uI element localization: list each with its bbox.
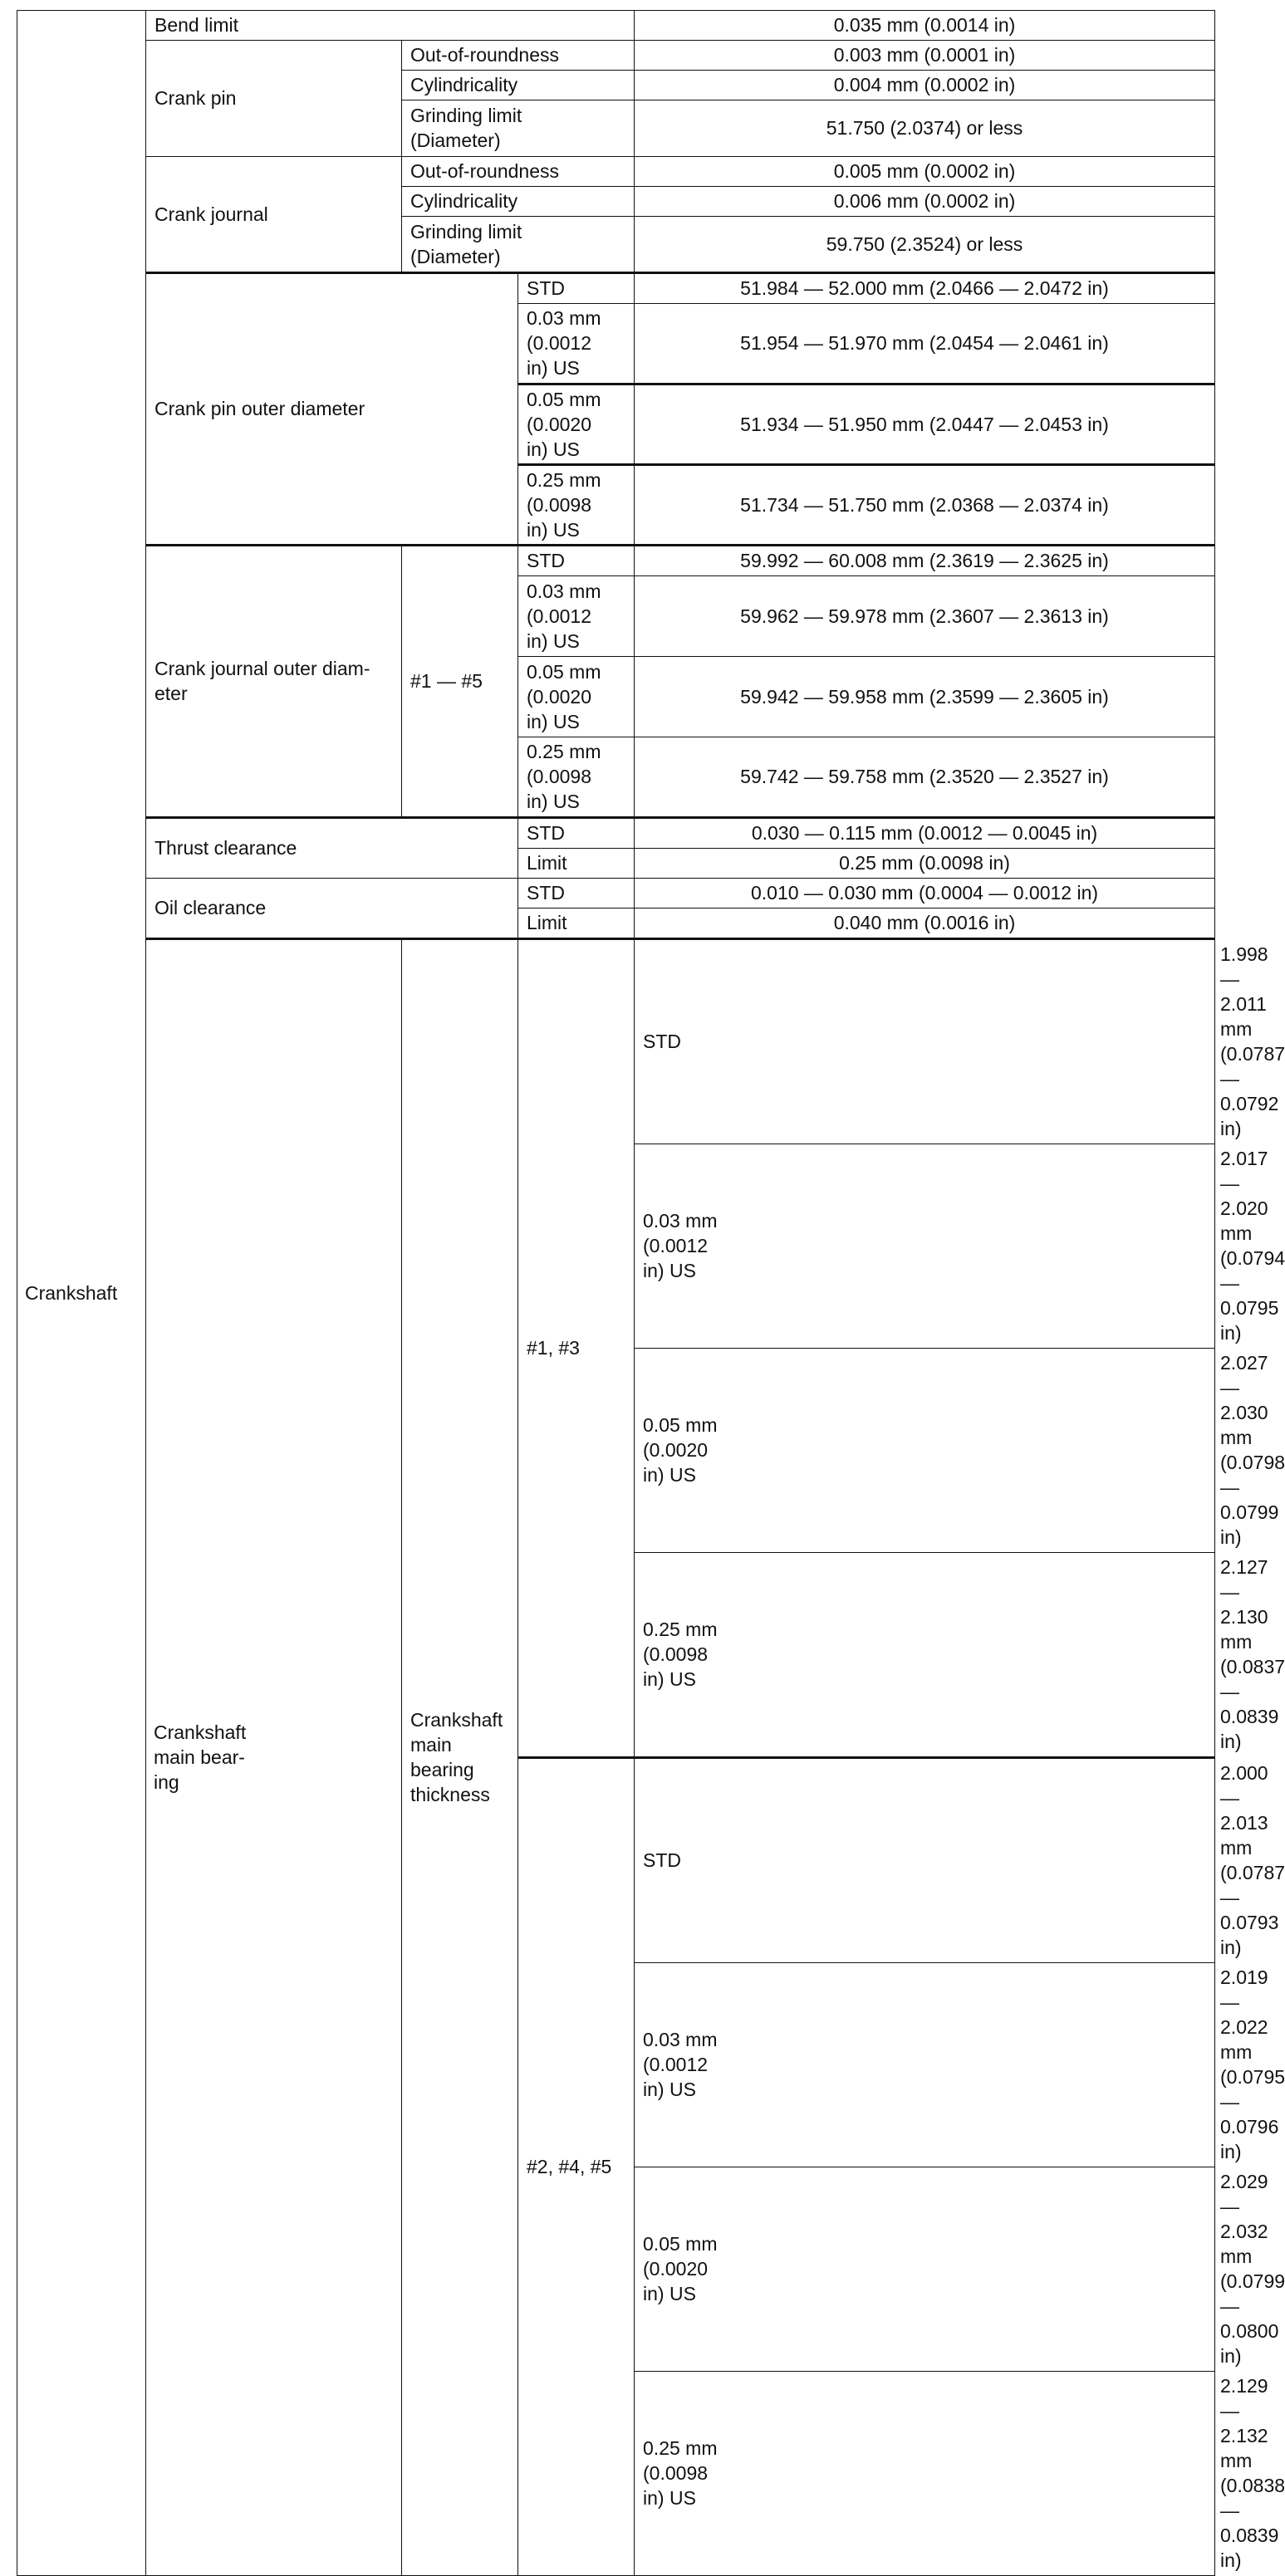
grade-label: STD bbox=[635, 1758, 1215, 1963]
crank-pin-out-of-roundness-value: 0.003 mm (0.0001 in) bbox=[635, 41, 1215, 71]
crank-pin-cylindricality-label: Cylindricality bbox=[402, 71, 635, 100]
crank-journal-grinding-limit-label: Grinding limit (Diameter) bbox=[402, 217, 635, 273]
spec-value: 51.934 — 51.950 mm (2.0447 — 2.0453 in) bbox=[635, 384, 1215, 465]
crankshaft-spec-table: Crankshaft Bend limit 0.035 mm (0.0014 in) Crank pin Out-of-roundness 0.003 mm (0.0001 in) Cylindricality 0.004 mm (0.0002 in) Grinding limit (Diameter) 51.750 (2.0374) or less Crank journal Out-of-roundness 0.005 mm (0.0002 in) Cylindricality 0.006 mm (0.0002 in) Grinding limit (Diameter) 59.750 (2.3524) or less Crank pin outer diameter STD 51.984 — 52.000 mm (2.0466 — 2.0472 in) 0.03 mm (0.0012 in) US 51.954 — 51.970 mm (2.0454 — 2.0461 in) 0.05 mm (0.0020 in) US 51.934 — 51.950 mm (2.0447 — 2.0453 in) 0.25 mm (0.0098 in) US 51.734 — 51.750 mm (2.0368 — 2.0374 in) Crank journal outer diam- eter #1 — #5 STD 59.992 — 60.008 mm (2.3619 — 2.3625 in) 0.03 mm (0.0012 in) US 59.962 — 59.978 mm (2.3607 — 2.3613 in) 0.05 mm (0.0020 in) US 59.942 — 59.958 mm (2.3599 — 2.3605 in) 0.25 mm (0.0098 in) US 59.742 — 59.758 mm (2.3520 — 2.3527 in) Thrust clearance STD 0.030 — 0.115 mm (0.0012 — 0.0045 in) Limit 0.25 mm (0.0098 in) Oil clearance STD 0.010 — 0.030 mm (0.0004 — 0.0012 in) Limit 0.040 mm (0.0016 in) Crankshaft main bear- ing Crankshaft main bearing thickness #1, #3 STD 1.998 — 2.011 mm (0.0787 — 0.0792 in) 0.03 mm (0.0012 in) US 2.017 — 2.020 mm (0.0794 — 0.0795 in) 0.05 mm (0.0020 in) US 2.027 — 2.030 mm (0.0798 — 0.0799 in) 0.25 mm (0.0098 in) US 2.127 — 2.130 mm (0.0837 — 0.0839 in) #2, #4, #5 STD 2.000 — 2.013 mm (0.0787 — 0.0793 in) 0.03 mm (0.0012 in) US 2.019 — 2.022 mm (0.0795 — 0.0796 in) 0.05 mm (0.0020 in) US 2.029 — 2.032 mm (0.0799 — 0.0800 in) 0.25 mm (0.0098 in) US 2.129 — 2.132 mm (0.0838 — 0.0839 in) bbox=[17, 10, 1215, 2576]
crank-pin-label: Crank pin bbox=[146, 41, 402, 157]
spec-value: 51.954 — 51.970 mm (2.0454 — 2.0461 in) bbox=[635, 304, 1215, 384]
crank-pin-out-of-roundness-label: Out-of-roundness bbox=[402, 41, 635, 71]
spec-value: 51.734 — 51.750 mm (2.0368 — 2.0374 in) bbox=[635, 465, 1215, 546]
category-main-bearing: Crankshaft main bear- ing bbox=[146, 939, 402, 2576]
spec-value: 59.992 — 60.008 mm (2.3619 — 2.3625 in) bbox=[635, 546, 1215, 576]
crank-journal-out-of-roundness-label: Out-of-roundness bbox=[402, 157, 635, 187]
spec-value: 59.742 — 59.758 mm (2.3520 — 2.3527 in) bbox=[635, 737, 1215, 818]
main-bearing-group-a-journals: #1, #3 bbox=[518, 939, 635, 1758]
bend-limit-label: Bend limit bbox=[146, 11, 635, 41]
grade-label: 0.03 mm (0.0012 in) US bbox=[518, 304, 635, 384]
crank-journal-od-label: Crank journal outer diam- eter bbox=[146, 546, 402, 818]
grade-label: STD bbox=[518, 546, 635, 576]
crank-journal-cylindricality-label: Cylindricality bbox=[402, 187, 635, 217]
crank-journal-od-journals: #1 — #5 bbox=[402, 546, 518, 818]
crank-journal-out-of-roundness-value: 0.005 mm (0.0002 in) bbox=[635, 157, 1215, 187]
grade-label: 0.25 mm (0.0098 in) US bbox=[635, 1553, 1215, 1758]
main-bearing-group-b-journals: #2, #4, #5 bbox=[518, 1758, 635, 2576]
main-bearing-thickness-label: Crankshaft main bearing thickness bbox=[402, 939, 518, 2576]
grade-label: 0.03 mm (0.0012 in) US bbox=[518, 576, 635, 657]
grade-label: 0.05 mm (0.0020 in) US bbox=[518, 657, 635, 737]
crank-journal-grinding-limit-value: 59.750 (2.3524) or less bbox=[635, 217, 1215, 273]
crank-pin-od-label: Crank pin outer diameter bbox=[146, 273, 518, 546]
grade-label: 0.05 mm (0.0020 in) US bbox=[518, 384, 635, 465]
grade-label: 0.05 mm (0.0020 in) US bbox=[635, 1349, 1215, 1553]
spec-value: 51.984 — 52.000 mm (2.0466 — 2.0472 in) bbox=[635, 273, 1215, 304]
grade-label: 0.25 mm (0.0098 in) US bbox=[518, 737, 635, 818]
grade-label: 0.25 mm (0.0098 in) US bbox=[518, 465, 635, 546]
grade-label: STD bbox=[518, 879, 635, 908]
spec-value: 0.25 mm (0.0098 in) bbox=[635, 849, 1215, 879]
grade-label: Limit bbox=[518, 908, 635, 939]
crank-journal-label: Crank journal bbox=[146, 157, 402, 273]
grade-label: STD bbox=[635, 939, 1215, 1144]
spec-value: 59.942 — 59.958 mm (2.3599 — 2.3605 in) bbox=[635, 657, 1215, 737]
crank-pin-grinding-limit-label: Grinding limit (Diameter) bbox=[402, 100, 635, 157]
grade-label: STD bbox=[518, 818, 635, 849]
grade-label: 0.05 mm (0.0020 in) US bbox=[635, 2167, 1215, 2372]
thrust-clearance-label: Thrust clearance bbox=[146, 818, 518, 879]
bend-limit-value: 0.035 mm (0.0014 in) bbox=[635, 11, 1215, 41]
grade-label: 0.25 mm (0.0098 in) US bbox=[635, 2372, 1215, 2576]
grade-label: Limit bbox=[518, 849, 635, 879]
spec-value: 0.040 mm (0.0016 in) bbox=[635, 908, 1215, 939]
crank-journal-cylindricality-value: 0.006 mm (0.0002 in) bbox=[635, 187, 1215, 217]
crank-pin-cylindricality-value: 0.004 mm (0.0002 in) bbox=[635, 71, 1215, 100]
spec-value: 0.010 — 0.030 mm (0.0004 — 0.0012 in) bbox=[635, 879, 1215, 908]
spec-value: 0.030 — 0.115 mm (0.0012 — 0.0045 in) bbox=[635, 818, 1215, 849]
grade-label: 0.03 mm (0.0012 in) US bbox=[635, 1144, 1215, 1349]
oil-clearance-label: Oil clearance bbox=[146, 879, 518, 939]
grade-label: STD bbox=[518, 273, 635, 304]
spec-value: 59.962 — 59.978 mm (2.3607 — 2.3613 in) bbox=[635, 576, 1215, 657]
category-crankshaft: Crankshaft bbox=[17, 11, 146, 2576]
crank-pin-grinding-limit-value: 51.750 (2.0374) or less bbox=[635, 100, 1215, 157]
grade-label: 0.03 mm (0.0012 in) US bbox=[635, 1963, 1215, 2167]
